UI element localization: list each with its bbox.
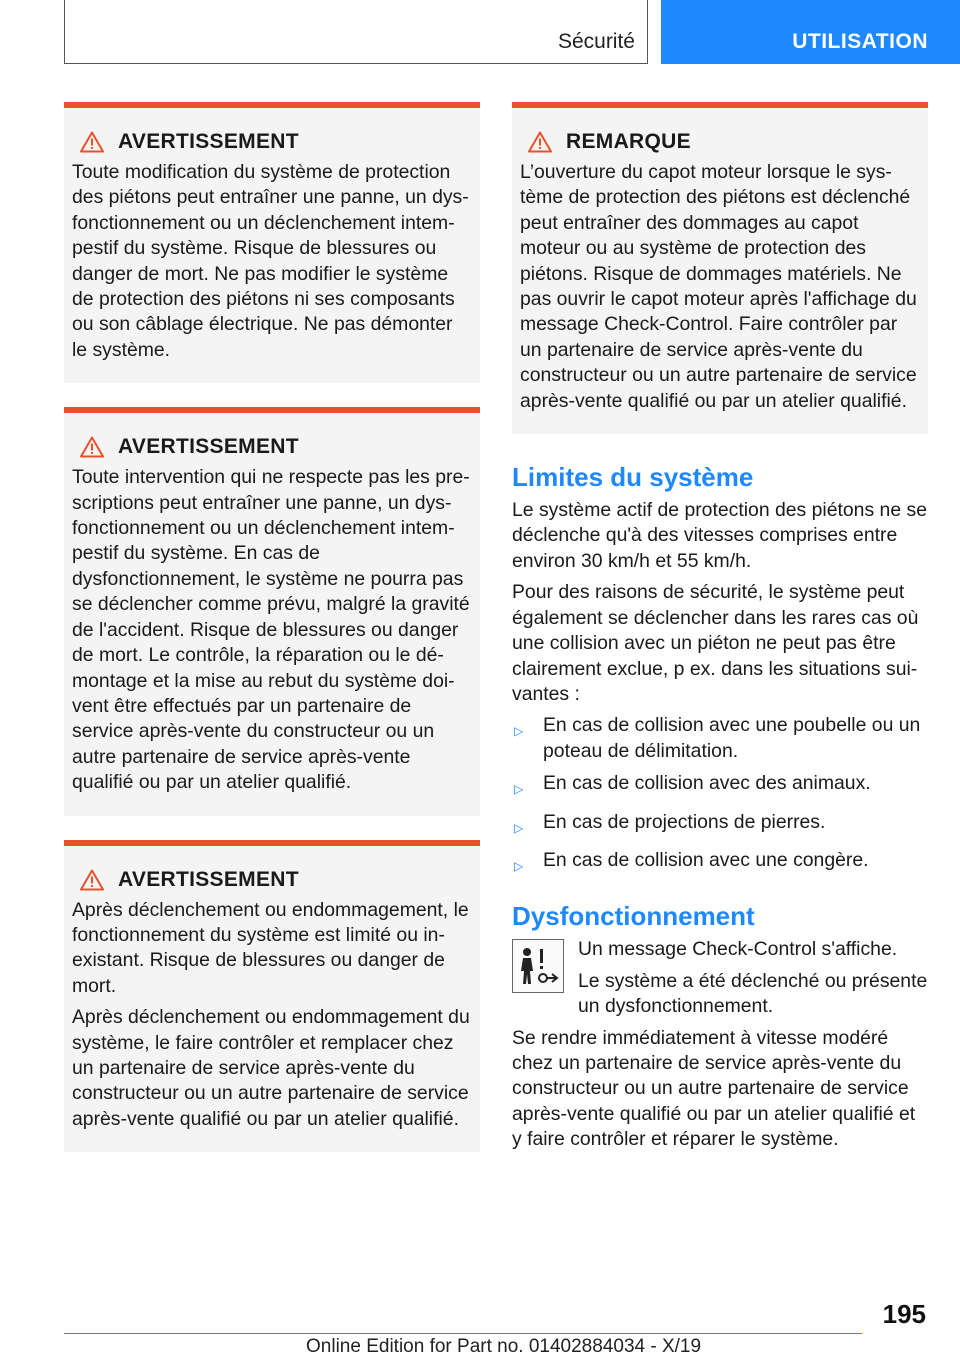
warning-triangle-icon (80, 869, 104, 891)
warning-title: AVERTISSEMENT (118, 130, 299, 153)
footer-edition: Online Edition for Part no. 01402884034 - X/19 (306, 1336, 702, 1357)
warning-title: AVERTISSEMENT (118, 867, 299, 891)
remark-box (512, 102, 928, 434)
triangle-right-icon: ▷ (514, 820, 524, 835)
triangle-right-icon: ▷ (514, 782, 524, 797)
list-item-text: En cas de collision avec des animaux. (543, 772, 871, 795)
warning-box-3 (64, 840, 480, 1153)
list-item (512, 848, 928, 879)
chapter-title: UTILISATION (792, 30, 928, 53)
limits-bullet-list (512, 713, 928, 879)
warning-box-2 (64, 407, 480, 815)
limits-paragraph-2: Pour des raisons de sécurité, le système peut également se déclencher dans les rares cas où une collision avec un piéton ne peut pas être clairement exclue, p ex. dans les situations suivantes : (512, 581, 919, 705)
warning-text: Toute modification du système de protection des piétons peut entraîner une panne, un dysfonctionnement ou un déclenchement intempestif du système. Risque de blessures ou danger de mort. Ne pas modifier le système de protection des piétons ni ses composants ou son câblage électrique. Ne pas démonter le système. (72, 161, 469, 361)
page-number: 195 (882, 1299, 926, 1329)
triangle-right-icon: ▷ (514, 724, 524, 739)
list-item (512, 810, 928, 841)
warning-triangle-icon (80, 131, 104, 153)
warning-box-1 (64, 102, 480, 383)
check-control-line-2: Le système a été déclenché ou présente un dysfonctionnement. (578, 969, 928, 1018)
warning-text: Après déclenchement ou endommagement du système, le faire contrôler et remplacer chez un partenaire de service après-vente du constructeur ou un autre partenaire de service après-vente qualifié ou par un atelier qualifié. (72, 1006, 470, 1130)
warning-triangle-icon (80, 436, 104, 458)
left-column (64, 102, 480, 1164)
warning-triangle-icon (528, 131, 552, 153)
list-item (512, 713, 928, 764)
list-item-text: En cas de collision avec une congère. (543, 848, 869, 871)
malfunction-heading: Dysfonctionnement (512, 901, 755, 932)
list-item-text: En cas de projections de pierres. (543, 810, 826, 833)
check-control-line-1: Un message Check-Control s'affiche. (578, 938, 898, 961)
warning-text: Toute intervention qui ne respecte pas les prescriptions peut entraîner une panne, un dysfonctionnement ou un déclenchement intempestif du système. En cas de dysfonctionnement, le système ne pourra pas se déclencher comme prévu, malgré la gravité de l'accident. Risque de blessures ou danger de mort. Le contrôle, la réparation ou le démontage et la mise au rebut du système doivent être effectués par un partenaire de service après-vente du constructeur ou un autre partenaire de service après-vente qualifié ou par un atelier qualifié. (72, 466, 470, 794)
triangle-right-icon: ▷ (514, 858, 524, 873)
warning-title: AVERTISSEMENT (118, 435, 299, 459)
footer-divider (64, 1333, 862, 1334)
limits-paragraph-1: Le système actif de protection des piétons ne se déclenche qu'à des vitesses comprises entre environ 30 km/h et 55 km/h. (512, 499, 927, 572)
header-section-box (64, 0, 648, 64)
limits-heading: Limites du système (512, 462, 754, 493)
section-title: Sécurité (557, 30, 635, 53)
right-column (512, 102, 928, 1159)
check-control-block (512, 937, 928, 1025)
header-chapter-box (661, 0, 960, 64)
list-item-text: En cas de collision avec une poubelle ou un poteau de délimitation. (543, 714, 921, 762)
list-item (512, 771, 928, 802)
remark-text: L’ouverture du capot moteur lorsque le système de protection des piétons est déclenché peut entraîner des dommages au capot moteur ou au système de protection des piétons. Risque de dommages matériels. Ne pas ouvrir le capot moteur après l'affichage du message Check-Control. Faire contrôler par un partenaire de service après-vente du constructeur ou un autre partenaire de service après-vente qualifié ou par un atelier qualifié. (520, 161, 917, 412)
pedestrian-protection-icon (512, 939, 564, 993)
warning-text: Après déclenchement ou endommagement, le fonctionnement du système est limité ou inexistant. Risque de blessures ou danger de mort. (72, 898, 469, 997)
malfunction-text: Se rendre immédiatement à vitesse modéré chez un partenaire de service après-vente du constructeur ou un autre partenaire de service après-vente qualifié ou par un atelier qualifié et y faire contrôler et réparer le système. (512, 1026, 916, 1151)
remark-title: REMARQUE (566, 130, 691, 153)
